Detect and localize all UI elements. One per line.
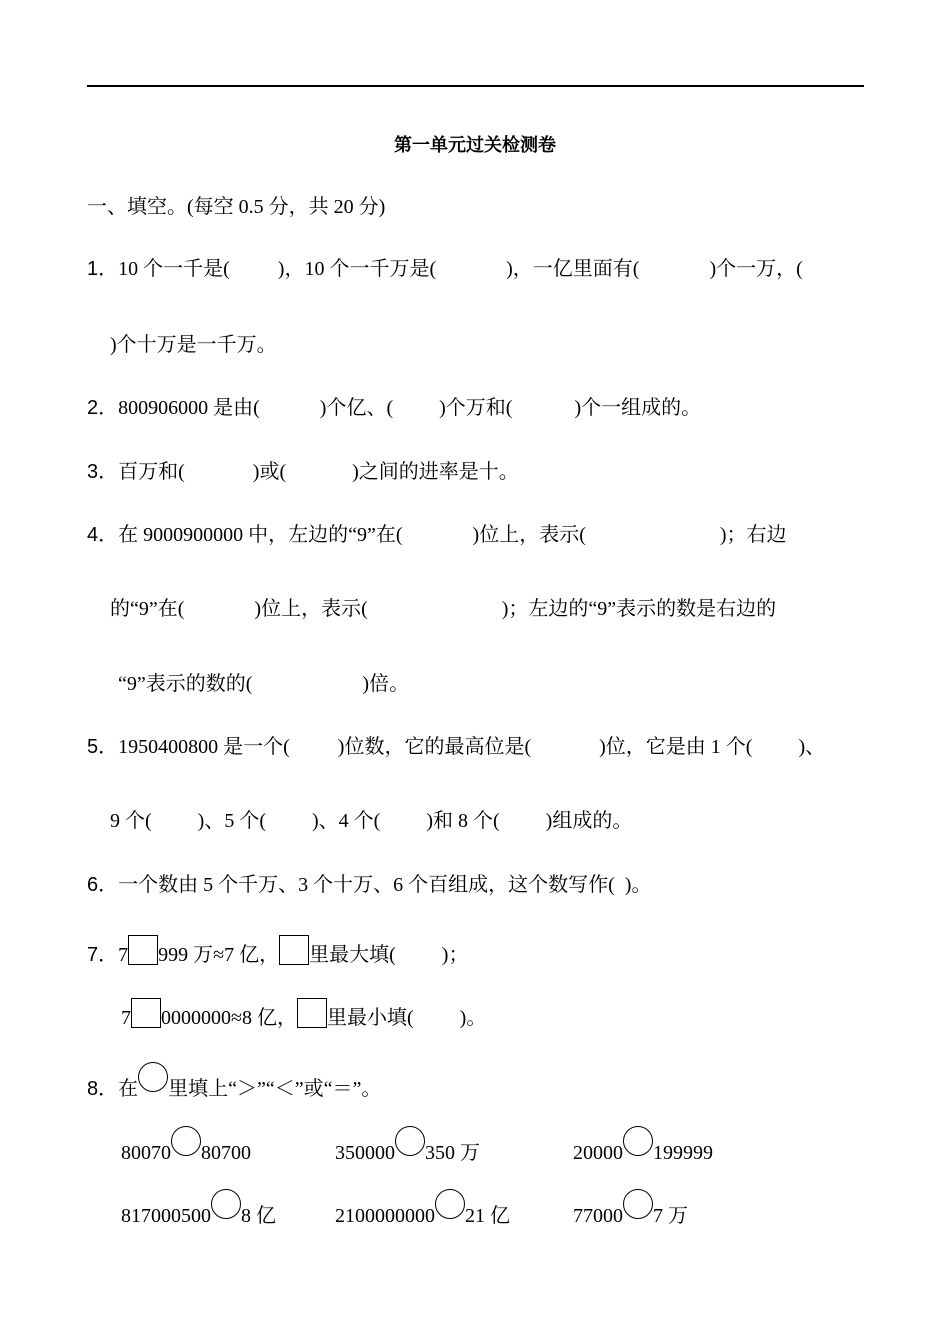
question-number: 3． <box>87 461 119 483</box>
question-3 <box>87 459 519 485</box>
compare-right: 21 亿 <box>465 1205 510 1227</box>
q4-text-c: )；右边 <box>719 524 787 546</box>
compare-left: 80070 <box>121 1142 171 1164</box>
question-2 <box>87 395 701 421</box>
question-5-line-1 <box>87 734 825 760</box>
q4-text-h: )倍。 <box>362 673 410 695</box>
compare-left: 350000 <box>335 1142 395 1164</box>
question-4-line-1 <box>87 522 787 548</box>
question-7-line-2 <box>121 998 486 1031</box>
q3-text-a: 百万和( <box>118 461 185 483</box>
q5-text-e: 9 个( <box>110 810 152 832</box>
question-number: 1． <box>87 258 119 280</box>
q2-text-d: )个一组成的。 <box>574 397 702 419</box>
digit-box-legend <box>297 998 327 1028</box>
q5-text-i: )组成的。 <box>545 810 633 832</box>
q6-text-b: )。 <box>624 874 652 896</box>
q8-text-a: 在 <box>118 1078 139 1100</box>
compare-circle[interactable] <box>395 1126 425 1156</box>
page-title: 第一单元过关检测卷 <box>394 135 556 156</box>
q1-text-c: )，一亿里面有( <box>506 258 640 280</box>
q7-text-a2: 999 万≈7 亿， <box>158 944 280 966</box>
q1-text-a: 10 个一千是( <box>118 258 230 280</box>
q4-text-b: )位上，表示( <box>472 524 586 546</box>
compare-circle[interactable] <box>171 1126 201 1156</box>
question-4-line-3 <box>118 671 409 697</box>
q4-text-g: “9”表示的数的( <box>118 673 253 695</box>
compare-item-2 <box>335 1126 480 1166</box>
compare-item-1 <box>121 1126 251 1166</box>
question-number: 4． <box>87 524 119 546</box>
q1-text-d: )个一万，( <box>709 258 803 280</box>
q2-text-c: )个万和( <box>439 397 513 419</box>
q6-text-a: 一个数由 5 个千万、3 个十万、6 个百组成，这个数写作( <box>118 874 615 896</box>
q5-text-d: )、 <box>798 736 826 758</box>
q4-text-a: 在 9000900000 中，左边的“9”在( <box>118 524 403 546</box>
compare-left: 817000500 <box>121 1205 211 1227</box>
q7-text-a1: 7 <box>118 944 129 966</box>
compare-left: 2100000000 <box>335 1205 435 1227</box>
q4-text-f: )；左边的“9”表示的数是右边的 <box>501 598 777 620</box>
compare-left: 20000 <box>573 1142 623 1164</box>
circle-legend <box>138 1062 168 1092</box>
question-1-line-2: )个十万是一千万。 <box>110 334 277 356</box>
q7-text-b4: )。 <box>459 1007 487 1029</box>
compare-item-6 <box>573 1189 688 1229</box>
q3-text-c: )之间的进率是十。 <box>352 461 519 483</box>
header-rule <box>87 85 864 87</box>
compare-circle[interactable] <box>211 1189 241 1219</box>
q5-text-f: )、5 个( <box>197 810 266 832</box>
compare-right: 350 万 <box>425 1142 480 1164</box>
question-8-heading <box>87 1062 381 1102</box>
q5-text-g: )、4 个( <box>312 810 381 832</box>
compare-right: 8 亿 <box>241 1205 276 1227</box>
question-number: 7． <box>87 944 119 966</box>
question-number: 6． <box>87 874 119 896</box>
compare-left: 77000 <box>573 1205 623 1227</box>
section-heading: 一、填空。(每空 0.5 分，共 20 分) <box>87 196 386 218</box>
q5-text-a: 1950400800 是一个( <box>118 736 290 758</box>
q7-text-b2: 0000000≈8 亿， <box>161 1007 297 1029</box>
compare-circle[interactable] <box>623 1189 653 1219</box>
question-1-line-1 <box>87 256 803 282</box>
q5-text-h: )和 8 个( <box>426 810 500 832</box>
q2-text-a: 800906000 是由( <box>118 397 260 419</box>
q3-text-b: )或( <box>252 461 287 483</box>
question-6 <box>87 872 651 898</box>
q7-text-a4: )； <box>441 944 469 966</box>
digit-box[interactable] <box>128 935 158 965</box>
compare-item-5 <box>335 1189 510 1229</box>
compare-right: 199999 <box>653 1142 713 1164</box>
compare-item-3 <box>573 1126 713 1166</box>
q5-text-c: )位，它是由 1 个( <box>599 736 753 758</box>
q4-text-e: )位上，表示( <box>254 598 368 620</box>
q8-text-b: 里填上“＞”“＜”或“＝”。 <box>168 1078 382 1100</box>
q5-text-b: )位数，它的最高位是( <box>337 736 532 758</box>
question-number: 5． <box>87 736 119 758</box>
question-4-line-2 <box>110 596 776 622</box>
q7-text-a3: 里最大填( <box>309 944 396 966</box>
q7-text-b3: 里最小填( <box>326 1007 414 1029</box>
q4-text-d: 的“9”在( <box>110 598 185 620</box>
compare-circle[interactable] <box>435 1189 465 1219</box>
q7-text-b1: 7 <box>121 1007 131 1029</box>
q2-text-b: )个亿、( <box>319 397 394 419</box>
question-number: 8． <box>87 1078 119 1100</box>
compare-right: 80700 <box>201 1142 251 1164</box>
compare-right: 7 万 <box>653 1205 688 1227</box>
question-7-line-1 <box>87 935 468 968</box>
compare-item-4 <box>121 1189 276 1229</box>
q1-text-b: )，10 个一千万是( <box>277 258 437 280</box>
compare-circle[interactable] <box>623 1126 653 1156</box>
question-5-line-2 <box>110 808 632 834</box>
question-number: 2． <box>87 397 119 419</box>
digit-box-legend <box>279 935 309 965</box>
digit-box[interactable] <box>131 998 161 1028</box>
